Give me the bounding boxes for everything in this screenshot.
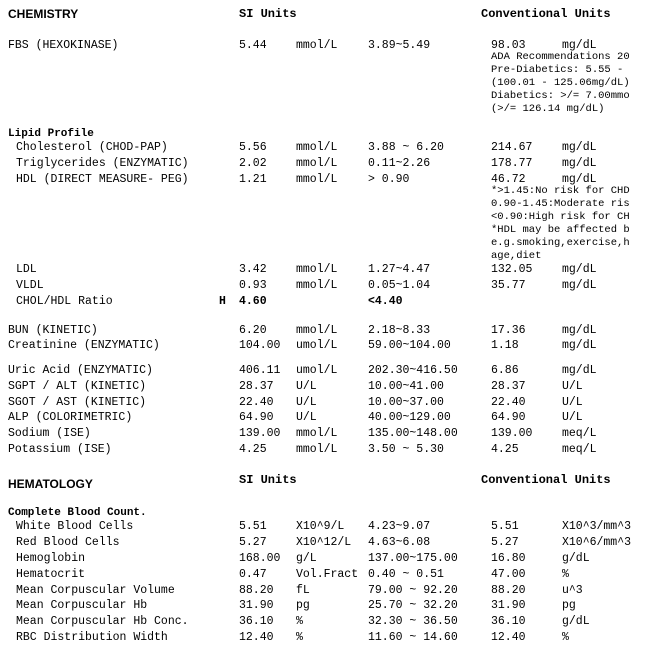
conventional-unit: u^3 bbox=[562, 584, 583, 597]
test-row-hemoglobin bbox=[0, 551, 650, 567]
conventional-value: 1.18 bbox=[491, 339, 519, 352]
conventional-unit: mg/dL bbox=[562, 39, 597, 52]
fbs-note-3: (100.01 - 125.06mg/dL) bbox=[491, 77, 630, 89]
test-name: Creatinine (ENZYMATIC) bbox=[8, 339, 160, 352]
hematology-section-title: HEMATOLOGY bbox=[8, 477, 93, 491]
conventional-unit: mg/dL bbox=[562, 173, 597, 186]
conventional-value: 31.90 bbox=[491, 599, 526, 612]
test-name: Red Blood Cells bbox=[16, 536, 120, 549]
si-value: 2.02 bbox=[239, 157, 267, 170]
reference-range: 40.00~129.00 bbox=[368, 411, 451, 424]
si-value: 22.40 bbox=[239, 396, 274, 409]
si-value: 0.47 bbox=[239, 568, 267, 581]
test-row-sgpt-alt bbox=[0, 379, 650, 395]
test-name: Hemoglobin bbox=[16, 552, 86, 565]
conventional-unit: meq/L bbox=[562, 443, 597, 456]
conventional-value: 64.90 bbox=[491, 411, 526, 424]
si-unit: pg bbox=[296, 599, 310, 612]
reference-range: 59.00~104.00 bbox=[368, 339, 451, 352]
test-name: Mean Corpuscular Volume bbox=[16, 584, 175, 597]
si-value: 168.00 bbox=[239, 552, 281, 565]
conventional-value: 46.72 bbox=[491, 173, 526, 186]
si-value: 5.51 bbox=[239, 520, 267, 533]
test-row-mcv bbox=[0, 583, 650, 599]
conventional-value: 17.36 bbox=[491, 324, 526, 337]
conventional-unit: % bbox=[562, 568, 569, 581]
conventional-unit: g/dL bbox=[562, 552, 590, 565]
conventional-value: 4.25 bbox=[491, 443, 519, 456]
chemistry-section-title: CHEMISTRY bbox=[8, 7, 79, 21]
test-name: FBS (HEXOKINASE) bbox=[8, 39, 119, 52]
conventional-value: 47.00 bbox=[491, 568, 526, 581]
conventional-unit: mg/dL bbox=[562, 364, 597, 377]
fbs-note-1: ADA Recommendations 20 bbox=[491, 51, 630, 63]
reference-range: 2.18~8.33 bbox=[368, 324, 431, 337]
si-unit: mmol/L bbox=[296, 279, 338, 292]
si-value: 36.10 bbox=[239, 615, 274, 628]
test-name: CHOL/HDL Ratio bbox=[16, 295, 113, 308]
conventional-unit: pg bbox=[562, 599, 576, 612]
conventional-unit: mg/dL bbox=[562, 339, 597, 352]
si-unit: X10^9/L bbox=[296, 520, 345, 533]
conventional-value: 139.00 bbox=[491, 427, 533, 440]
test-name: SGOT / AST (KINETIC) bbox=[8, 396, 147, 409]
conventional-unit: g/dL bbox=[562, 615, 590, 628]
fbs-note-2: Pre-Diabetics: 5.55 - bbox=[491, 64, 624, 76]
conventional-value: 36.10 bbox=[491, 615, 526, 628]
si-value: 4.25 bbox=[239, 443, 267, 456]
test-name: LDL bbox=[16, 263, 37, 276]
cbc-title: Complete Blood Count. bbox=[8, 507, 147, 519]
reference-range: 202.30~416.50 bbox=[368, 364, 458, 377]
conventional-value: 28.37 bbox=[491, 380, 526, 393]
high-flag: H bbox=[219, 295, 226, 308]
conventional-unit: mg/dL bbox=[562, 324, 597, 337]
conventional-unit: X10^6/mm^3 bbox=[562, 536, 632, 549]
conventional-value: 5.51 bbox=[491, 520, 519, 533]
reference-range: 11.60 ~ 14.60 bbox=[368, 631, 458, 644]
test-row-chol-hdl-ratio bbox=[0, 294, 650, 310]
si-value: 31.90 bbox=[239, 599, 274, 612]
si-unit: mmol/L bbox=[296, 173, 338, 186]
conventional-units-header: Conventional Units bbox=[481, 7, 611, 21]
si-value: 28.37 bbox=[239, 380, 274, 393]
test-name: Potassium (ISE) bbox=[8, 443, 112, 456]
test-name: RBC Distribution Width bbox=[16, 631, 168, 644]
conventional-value: 35.77 bbox=[491, 279, 526, 292]
reference-range: 0.40 ~ 0.51 bbox=[368, 568, 444, 581]
conventional-unit: mg/dL bbox=[562, 279, 597, 292]
reference-range: 4.23~9.07 bbox=[368, 520, 431, 533]
test-row-rdw bbox=[0, 630, 650, 646]
hdl-note-5: e.g.smoking,exercise,h bbox=[491, 237, 630, 249]
si-unit: mmol/L bbox=[296, 443, 338, 456]
reference-range: 10.00~41.00 bbox=[368, 380, 444, 393]
conventional-value: 12.40 bbox=[491, 631, 526, 644]
reference-range: 79.00 ~ 92.20 bbox=[368, 584, 458, 597]
reference-range: <4.40 bbox=[368, 295, 403, 308]
si-value: 5.56 bbox=[239, 141, 267, 154]
test-name: White Blood Cells bbox=[16, 520, 134, 533]
si-value: 0.93 bbox=[239, 279, 267, 292]
si-unit: X10^12/L bbox=[296, 536, 352, 549]
conventional-unit: U/L bbox=[562, 380, 583, 393]
conventional-unit: mg/dL bbox=[562, 141, 597, 154]
reference-range: 25.70 ~ 32.20 bbox=[368, 599, 458, 612]
reference-range: 3.88 ~ 6.20 bbox=[368, 141, 444, 154]
conventional-value: 98.03 bbox=[491, 39, 526, 52]
si-unit: mmol/L bbox=[296, 157, 338, 170]
lipid-profile-title: Lipid Profile bbox=[8, 128, 94, 140]
conventional-value: 88.20 bbox=[491, 584, 526, 597]
si-value: 64.90 bbox=[239, 411, 274, 424]
conventional-unit: meq/L bbox=[562, 427, 597, 440]
conventional-unit: U/L bbox=[562, 396, 583, 409]
si-value: 139.00 bbox=[239, 427, 281, 440]
conventional-unit: % bbox=[562, 631, 569, 644]
conventional-value: 214.67 bbox=[491, 141, 533, 154]
test-row-hematocrit bbox=[0, 567, 650, 583]
fbs-note-4: Diabetics: >/= 7.00mmo bbox=[491, 90, 630, 102]
test-name: BUN (KINETIC) bbox=[8, 324, 98, 337]
test-row-rbc bbox=[0, 535, 650, 551]
si-value: 6.20 bbox=[239, 324, 267, 337]
reference-range: 0.11~2.26 bbox=[368, 157, 431, 170]
reference-range: 135.00~148.00 bbox=[368, 427, 458, 440]
test-name: SGPT / ALT (KINETIC) bbox=[8, 380, 147, 393]
conventional-value: 178.77 bbox=[491, 157, 533, 170]
reference-range: 1.27~4.47 bbox=[368, 263, 431, 276]
si-value: 4.60 bbox=[239, 295, 267, 308]
conventional-value: 5.27 bbox=[491, 536, 519, 549]
test-name: ALP (COLORIMETRIC) bbox=[8, 411, 133, 424]
test-name: Sodium (ISE) bbox=[8, 427, 91, 440]
conventional-value: 6.86 bbox=[491, 364, 519, 377]
si-unit: % bbox=[296, 615, 303, 628]
conventional-unit: U/L bbox=[562, 411, 583, 424]
test-row-triglycerides bbox=[0, 156, 650, 172]
si-unit: mmol/L bbox=[296, 263, 338, 276]
conventional-unit: mg/dL bbox=[562, 263, 597, 276]
hdl-note-4: *HDL may be affected b bbox=[491, 224, 630, 236]
si-unit: Vol.Fract bbox=[296, 568, 359, 581]
si-value: 104.00 bbox=[239, 339, 281, 352]
reference-range: 32.30 ~ 36.50 bbox=[368, 615, 458, 628]
conventional-unit: mg/dL bbox=[562, 157, 597, 170]
conventional-value: 132.05 bbox=[491, 263, 533, 276]
si-unit: umol/L bbox=[296, 364, 338, 377]
reference-range: 3.50 ~ 5.30 bbox=[368, 443, 444, 456]
reference-range: > 0.90 bbox=[368, 173, 410, 186]
test-name: VLDL bbox=[16, 279, 44, 292]
si-unit: U/L bbox=[296, 380, 317, 393]
si-unit: % bbox=[296, 631, 303, 644]
test-row-bun bbox=[0, 323, 650, 339]
si-unit: mmol/L bbox=[296, 427, 338, 440]
conventional-value: 22.40 bbox=[491, 396, 526, 409]
test-row-mchc bbox=[0, 614, 650, 630]
si-value: 3.42 bbox=[239, 263, 267, 276]
test-row-wbc bbox=[0, 519, 650, 535]
test-row-sgot-ast bbox=[0, 395, 650, 411]
reference-range: 10.00~37.00 bbox=[368, 396, 444, 409]
fbs-note-5: (>/= 126.14 mg/dL) bbox=[491, 103, 605, 115]
test-name: Mean Corpuscular Hb Conc. bbox=[16, 615, 189, 628]
test-row-vldl bbox=[0, 278, 650, 294]
test-row-alp bbox=[0, 410, 650, 426]
hdl-note-3: <0.90:High risk for CH bbox=[491, 211, 630, 223]
conventional-value: 16.80 bbox=[491, 552, 526, 565]
conventional-units-header: Conventional Units bbox=[481, 473, 611, 487]
si-value: 5.27 bbox=[239, 536, 267, 549]
si-value: 88.20 bbox=[239, 584, 274, 597]
hdl-note-6: age,diet bbox=[491, 250, 542, 262]
test-name: Hematocrit bbox=[16, 568, 86, 581]
reference-range: 3.89~5.49 bbox=[368, 39, 431, 52]
conventional-unit: X10^3/mm^3 bbox=[562, 520, 632, 533]
test-row-uric-acid bbox=[0, 363, 650, 379]
si-value: 5.44 bbox=[239, 39, 267, 52]
test-name: HDL (DIRECT MEASURE- PEG) bbox=[16, 173, 189, 186]
test-row-cholesterol bbox=[0, 140, 650, 156]
test-name: Uric Acid (ENZYMATIC) bbox=[8, 364, 153, 377]
si-value: 406.11 bbox=[239, 364, 281, 377]
test-name: Mean Corpuscular Hb bbox=[16, 599, 148, 612]
si-unit: U/L bbox=[296, 411, 317, 424]
si-unit: g/L bbox=[296, 552, 317, 565]
reference-range: 137.00~175.00 bbox=[368, 552, 458, 565]
si-value: 1.21 bbox=[239, 173, 267, 186]
si-unit: U/L bbox=[296, 396, 317, 409]
si-unit: mmol/L bbox=[296, 141, 338, 154]
si-unit: mmol/L bbox=[296, 324, 338, 337]
test-row-potassium bbox=[0, 442, 650, 458]
si-units-header: SI Units bbox=[239, 7, 297, 21]
test-name: Cholesterol (CHOD-PAP) bbox=[16, 141, 168, 154]
si-value: 12.40 bbox=[239, 631, 274, 644]
test-row-creatinine bbox=[0, 338, 650, 354]
reference-range: 0.05~1.04 bbox=[368, 279, 431, 292]
si-unit: umol/L bbox=[296, 339, 338, 352]
reference-range: 4.63~6.08 bbox=[368, 536, 431, 549]
hdl-note-2: 0.90-1.45:Moderate ris bbox=[491, 198, 630, 210]
si-unit: fL bbox=[296, 584, 310, 597]
si-units-header: SI Units bbox=[239, 473, 297, 487]
test-row-ldl bbox=[0, 262, 650, 278]
hdl-note-1: *>1.45:No risk for CHD bbox=[491, 185, 630, 197]
si-unit: mmol/L bbox=[296, 39, 338, 52]
test-row-mch bbox=[0, 598, 650, 614]
test-row-sodium bbox=[0, 426, 650, 442]
test-name: Triglycerides (ENZYMATIC) bbox=[16, 157, 189, 170]
